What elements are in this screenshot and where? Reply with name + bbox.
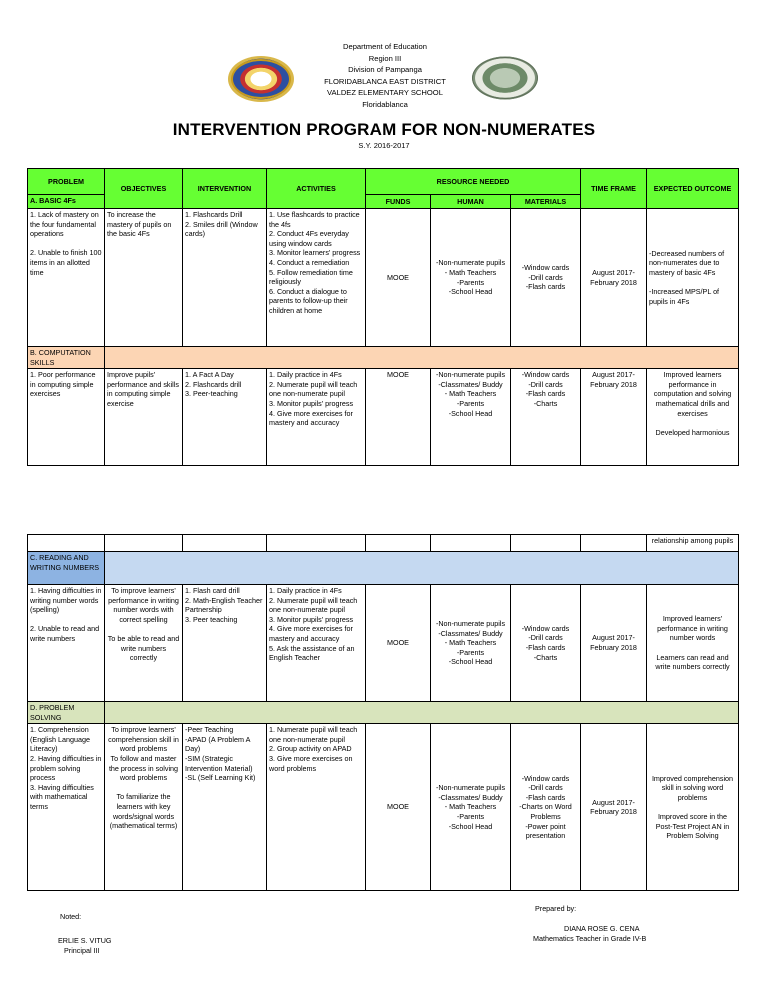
col-header-problem: PROBLEM	[28, 169, 105, 195]
table-row	[28, 209, 739, 347]
letterhead	[240, 41, 530, 110]
cell-materials: -Window cards -Drill cards -Flash cards -Charts	[511, 585, 581, 702]
letterhead-line: Division of Pampanga	[348, 65, 422, 74]
cell-expected-outcome: relationship among pupils	[647, 535, 739, 552]
cell-objectives: To improve learners' performance in writing number words with correct spelling To be able to read and write numbers correctly	[105, 585, 183, 702]
section-row-d	[28, 702, 739, 724]
cell-human: -Non-numerate pupils - Math Teachers -Parents -School Head	[431, 209, 511, 347]
empty-cell	[105, 535, 183, 552]
col-header-resource-needed: RESOURCE NEEDED	[366, 169, 581, 195]
section-label-computation-skills: B. COMPUTATION SKILLS	[28, 347, 105, 369]
col-header-time-frame: TIME FRAME	[581, 169, 647, 209]
table-row	[28, 585, 739, 702]
cell-time-frame: August 2017- February 2018	[581, 585, 647, 702]
section-fill	[105, 347, 739, 369]
empty-cell	[431, 535, 511, 552]
page-title: INTERVENTION PROGRAM FOR NON-NUMERATES	[172, 120, 596, 139]
cell-human: -Non-numerate pupils -Classmates/ Buddy - Math Teachers -Parents -School Head	[431, 369, 511, 466]
cell-activities: 1. Numerate pupil will teach one non-numerate pupil 2. Group activity on APAD 3. Give more exercises on word problems	[267, 724, 366, 891]
col-header-human: HUMAN	[431, 195, 511, 209]
table-row	[28, 369, 739, 466]
cell-activities: 1. Daily practice in 4Fs 2. Numerate pupil will teach one non-numerate pupil 3. Monitor pupils' progress 4. Give more exercises for mastery and accuracy	[267, 369, 366, 466]
letterhead-line: Department of Education	[342, 42, 427, 51]
cell-problem: 1. Having difficulties in writing number words (spelling) 2. Unable to read and write numbers	[28, 585, 105, 702]
empty-cell	[366, 535, 431, 552]
cell-materials: -Window cards -Drill cards -Flash cards -Charts	[511, 369, 581, 466]
cell-materials: -Window cards -Drill cards -Flash cards -Charts on Word Problems -Power point presentation	[511, 724, 581, 891]
cell-intervention: 1. A Fact A Day 2. Flashcards drill 3. Peer-teaching	[183, 369, 267, 466]
empty-cell	[581, 535, 647, 552]
cell-activities: 1. Daily practice in 4Fs 2. Numerate pupil will teach one non-numerate pupil 3. Monitor pupils' progress 4. Give more exercises for mastery and accuracy 5. Ask the assistance of an English Teacher	[267, 585, 366, 702]
section-label-reading-writing: C. READING AND WRITING NUMBERS	[28, 552, 105, 585]
prepared-label: Prepared by:	[535, 904, 577, 913]
intervention-table-part-1	[27, 168, 739, 466]
cell-problem: 1. Poor performance in computing simple exercises	[28, 369, 105, 466]
empty-cell	[511, 535, 581, 552]
cell-intervention: 1. Flashcards Drill 2. Smiles drill (Window cards)	[183, 209, 267, 347]
cell-human: -Non-numerate pupils -Classmates/ Buddy - Math Teachers -Parents -School Head	[431, 724, 511, 891]
cell-funds: MOOE	[366, 209, 431, 347]
section-label-problem-solving: D. PROBLEM SOLVING	[28, 702, 105, 724]
cell-objectives: To improve learners' comprehension skill in word problems To follow and master the process in solving word problems To familiarize the learners with key words/signal words (mathematical terms)	[105, 724, 183, 891]
cell-materials: -Window cards -Drill cards -Flash cards	[511, 209, 581, 347]
section-row-c	[28, 552, 739, 585]
section-fill	[105, 702, 739, 724]
empty-cell	[28, 535, 105, 552]
cell-expected-outcome: Improved comprehension skill in solving word problems Improved score in the Post-Test Project AN in Problem Solving	[647, 724, 739, 891]
cell-problem: 1. Lack of mastery on the four fundamental operations 2. Unable to finish 100 items in an allotted time	[28, 209, 105, 347]
cell-expected-outcome: Improved learners performance in computation and solving mathematical drills and exercises Developed harmonious	[647, 369, 739, 466]
cell-intervention: -Peer Teaching -APAD (A Problem A Day) -SIM (Strategic Intervention Material) -SL (Self Learning Kit)	[183, 724, 267, 891]
cell-expected-outcome: -Decreased numbers of non-numerates due to mastery of basic 4Fs -Increased MPS/PL of pupils in 4Fs	[647, 209, 739, 347]
noted-name: ERLIE S. VITUG	[58, 936, 112, 945]
cell-objectives: Improve pupils' performance and skills in computing simple exercise	[105, 369, 183, 466]
section-row-b	[28, 347, 739, 369]
section-fill	[105, 552, 739, 585]
letterhead-line: Floridablanca	[362, 99, 408, 109]
cell-problem: 1. Comprehension (English Language Literacy) 2. Having difficulties in problem solving process 3. Having difficulties with mathematical terms	[28, 724, 105, 891]
letterhead-line: VALDEZ ELEMENTARY SCHOOL	[327, 88, 443, 97]
letterhead-line: Region III	[368, 53, 402, 63]
cell-funds: MOOE	[366, 585, 431, 702]
school-year: S.Y. 2016-2017	[358, 141, 410, 150]
cell-expected-outcome: Improved learners' performance in writing number words Learners can read and write numbers correctly	[647, 585, 739, 702]
letterhead-line: FLORIDABLANCA EAST DISTRICT	[324, 76, 446, 86]
empty-cell	[267, 535, 366, 552]
table-row	[28, 535, 739, 552]
prepared-name: DIANA ROSE G. CENA	[564, 924, 640, 933]
intervention-table-part-2	[27, 534, 739, 891]
cell-human: -Non-numerate pupils -Classmates/ Buddy - Math Teachers -Parents -School Head	[431, 585, 511, 702]
noted-title: Principal III	[64, 946, 100, 955]
cell-time-frame: August 2017- February 2018	[581, 369, 647, 466]
section-label-basic-4fs: A. BASIC 4Fs	[28, 195, 105, 209]
cell-objectives: To increase the mastery of pupils on the basic 4Fs	[105, 209, 183, 347]
empty-cell	[183, 535, 267, 552]
col-header-activities: ACTIVITIES	[267, 169, 366, 209]
cell-time-frame: August 2017- February 2018	[581, 724, 647, 891]
col-header-intervention: INTERVENTION	[183, 169, 267, 209]
noted-label: Noted:	[60, 912, 82, 921]
col-header-funds: FUNDS	[366, 195, 431, 209]
cell-intervention: 1. Flash card drill 2. Math-English Teacher Partnership 3. Peer teaching	[183, 585, 267, 702]
col-header-materials: MATERIALS	[511, 195, 581, 209]
prepared-title: Mathematics Teacher in Grade IV-B	[533, 934, 647, 943]
col-header-objectives: OBJECTIVES	[105, 169, 183, 209]
cell-funds: MOOE	[366, 369, 431, 466]
cell-activities: 1. Use flashcards to practice the 4fs 2. Conduct 4Fs everyday using window cards 3. Monitor learners' progress 4. Conduct a remediation 5. Follow remediation time religiously 6. Conduct a dialogue to parents to follow-up their children at home	[267, 209, 366, 347]
col-header-expected-outcome: EXPECTED OUTCOME	[647, 169, 739, 209]
cell-time-frame: August 2017- February 2018	[581, 209, 647, 347]
table-row	[28, 724, 739, 891]
cell-funds: MOOE	[366, 724, 431, 891]
